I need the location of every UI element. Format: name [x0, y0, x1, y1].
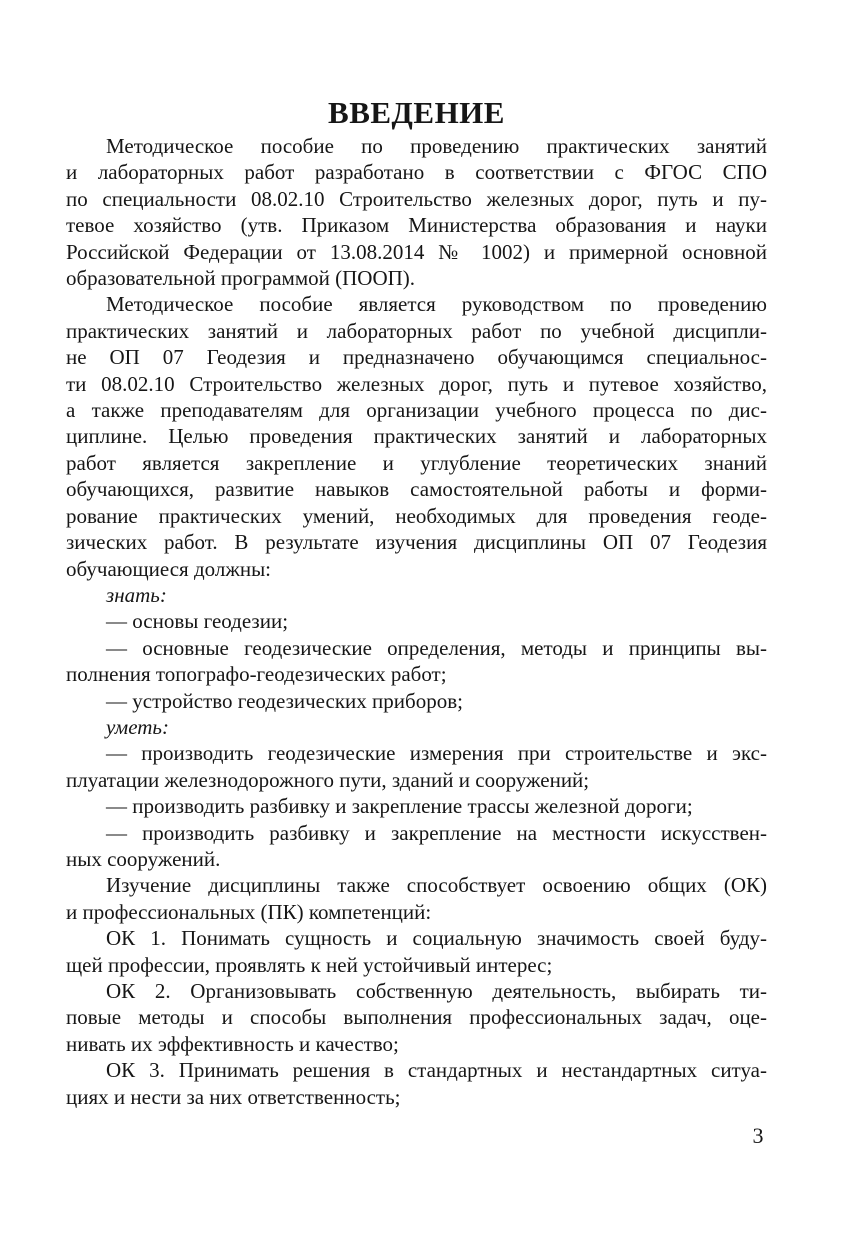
text-line: — производить разбивку и закрепление трассы железной дороги; — [106, 794, 693, 819]
text-line: — основы геодезии; — [106, 609, 289, 634]
text-line: — основные геодезические определения, методы и принципы вы- — [106, 635, 767, 660]
text-line: зических работ. В результате изучения дисциплины ОП 07 Геодезия — [66, 530, 767, 555]
text-line: — производить геодезические измерения при строительстве и экс- — [106, 741, 767, 766]
text-line: Российской Федерации от 13.08.2014 № 1002) и примерной основной — [66, 239, 767, 264]
text-line: плуатации железнодорожного пути, зданий и сооружений; — [66, 767, 590, 792]
text-line: обучающихся, развитие навыков самостоятельной работы и форми- — [66, 477, 767, 502]
text-line: ных сооружений. — [66, 846, 221, 871]
text-line: Методическое пособие по проведению практических занятий — [106, 134, 767, 158]
text-line: не ОП 07 Геодезия и предназначено обучающимся специальнос- — [66, 345, 767, 370]
text-line: работ является закрепление и углубление теоретических знаний — [66, 450, 767, 475]
text-line: тевое хозяйство (утв. Приказом Министерства образования и науки — [66, 213, 767, 238]
text-line: обучающиеся должны: — [66, 556, 272, 581]
text-line: ОК 1. Понимать сущность и социальную значимость своей буду- — [106, 926, 767, 951]
section-title: ВВЕДЕНИЕ — [328, 95, 505, 130]
text-line: циплине. Целью проведения практических занятий и лабораторных — [66, 424, 767, 449]
text-line: нивать их эффективность и качество; — [66, 1031, 399, 1056]
text-line: практических занятий и лабораторных работ по учебной дисципли- — [66, 318, 767, 343]
text-line: уметь: — [106, 714, 169, 739]
page-number: 3 — [752, 1123, 764, 1148]
text-line: а также преподавателям для организации учебного процесса по дис- — [66, 398, 767, 423]
text-line: ОК 2. Организовывать собственную деятельность, выбирать ти- — [106, 979, 767, 1003]
text-line: по специальности 08.02.10 Строительство железных дорог, путь и пу- — [66, 186, 767, 211]
text-line: ОК 3. Принимать решения в стандартных и нестандартных ситуа- — [106, 1058, 767, 1083]
text-line: знать: — [106, 582, 167, 607]
text-line: рование практических умений, необходимых для проведения геоде- — [66, 503, 767, 528]
text-line: Изучение дисциплины также способствует освоению общих (ОК) — [106, 873, 767, 898]
text-line: щей профессии, проявлять к ней устойчивый интерес; — [66, 952, 553, 977]
text-line: Методическое пособие является руководством по проведению — [106, 292, 767, 317]
text-line: — производить разбивку и закрепление на местности искусствен- — [106, 820, 767, 845]
text-line: образовательной программой (ПООП). — [66, 266, 416, 291]
text-line: полнения топографо-геодезических работ; — [66, 662, 447, 687]
text-line: и лабораторных работ разработано в соответствии с ФГОС СПО — [66, 160, 767, 185]
text-line: ти 08.02.10 Строительство железных дорог, путь и путевое хозяйство, — [66, 371, 767, 396]
text-line: циях и нести за них ответственность; — [66, 1084, 401, 1109]
text-line: повые методы и способы выполнения профессиональных задач, оце- — [66, 1005, 767, 1030]
text-line: — устройство геодезических приборов; — [106, 688, 463, 713]
page-content — [66, 94, 767, 1110]
text-line: и профессиональных (ПК) компетенций: — [66, 899, 432, 924]
body-text — [66, 133, 767, 1110]
